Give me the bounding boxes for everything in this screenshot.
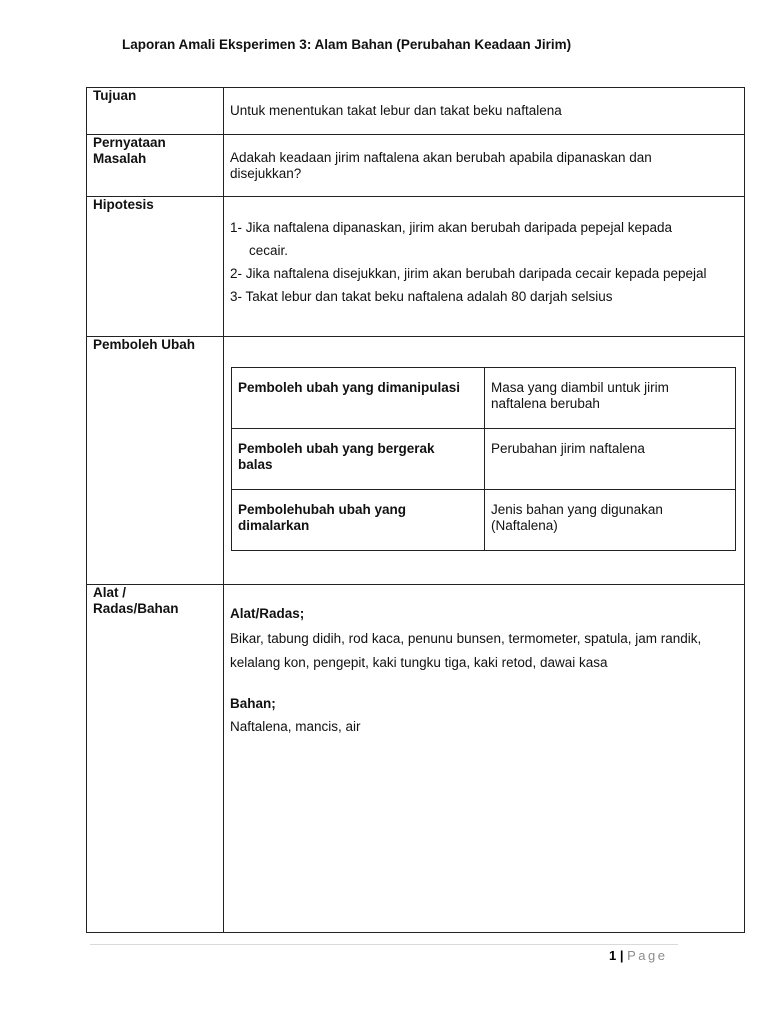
content-tujuan: Untuk menentukan takat lebur dan takat beku naftalena [230, 103, 562, 118]
page-number: 1 [609, 948, 617, 963]
radas-list-line2: kelalang kon, pengepit, kaki tungku tiga, kaki retod, dawai kasa [230, 654, 608, 670]
bahan-heading: Bahan; [230, 696, 276, 711]
document-title: Laporan Amali Eksperimen 3: Alam Bahan (Perubahan Keadaan Jirim) [122, 37, 572, 52]
label-cell-pemboleh-ubah [87, 337, 224, 585]
bahan-list: Naftalena, mancis, air [230, 719, 361, 734]
variable-name-cell [232, 368, 485, 429]
label-hipotesis: Hipotesis [93, 197, 154, 212]
label-cell-alat [87, 585, 224, 933]
variable-row [232, 368, 736, 429]
variable-value-cell [485, 368, 736, 429]
variable-name-cell [232, 429, 485, 490]
variable-name-cont: dimalarkan [238, 518, 310, 533]
label-alat-line1: Alat / [93, 585, 127, 600]
label-pernyataan-line2: Masalah [93, 151, 147, 166]
page-word: Page [627, 948, 668, 963]
content-pernyataan-line1: Adakah keadaan jirim naftalena akan berubah apabila dipanaskan dan [230, 150, 652, 165]
variable-value-cont: naftalena berubah [491, 396, 600, 411]
page-footer [609, 948, 668, 963]
row-pemboleh-ubah [87, 337, 745, 585]
content-cell-alat [224, 585, 745, 933]
variable-value: Masa yang diambil untuk jirim [491, 380, 669, 395]
row-alat-radas-bahan [87, 585, 745, 933]
row-tujuan [87, 88, 745, 135]
label-cell-hipotesis [87, 197, 224, 337]
label-alat-line2: Radas/Bahan [93, 601, 179, 616]
hipotesis-1: 1- Jika naftalena dipanaskan, jirim akan berubah daripada pepejal kepada [230, 220, 673, 235]
variables-table [231, 367, 736, 551]
variable-value-cell [485, 490, 736, 551]
content-cell-hipotesis [224, 197, 745, 337]
footer-divider [90, 944, 678, 945]
experiment-report-table [86, 87, 745, 933]
variable-value-cell [485, 429, 736, 490]
row-pernyataan-masalah [87, 135, 745, 197]
hipotesis-2: 2- Jika naftalena disejukkan, jirim akan berubah daripada cecair kepada pepejal [230, 266, 707, 281]
variable-name: Pemboleh ubah yang dimanipulasi [238, 380, 461, 395]
variable-value-cont: (Naftalena) [491, 518, 558, 533]
variable-name-cont: balas [238, 457, 273, 472]
label-pernyataan-line1: Pernyataan [93, 135, 166, 150]
variable-value: Jenis bahan yang digunakan [491, 502, 663, 517]
hipotesis-3: 3- Takat lebur dan takat beku naftalena adalah 80 darjah selsius [230, 289, 613, 304]
content-cell-pemboleh-ubah [224, 337, 745, 585]
label-tujuan: Tujuan [93, 88, 137, 103]
content-cell-pernyataan [224, 135, 745, 197]
hipotesis-1-continued: cecair. [249, 243, 289, 258]
label-cell-tujuan [87, 88, 224, 135]
radas-list-line1: Bikar, tabung didih, rod kaca, penunu bunsen, termometer, spatula, jam randik, [230, 631, 702, 646]
row-hipotesis [87, 197, 745, 337]
variable-row [232, 490, 736, 551]
variable-name-cell [232, 490, 485, 551]
radas-heading: Alat/Radas; [230, 606, 305, 621]
page-separator: | [619, 948, 624, 963]
content-cell-tujuan [224, 88, 745, 135]
variable-name: Pembolehubah ubah yang [238, 502, 407, 517]
label-pemboleh-ubah: Pemboleh Ubah [93, 337, 196, 352]
label-cell-pernyataan [87, 135, 224, 197]
content-pernyataan-line2: disejukkan? [230, 166, 302, 181]
variable-name: Pemboleh ubah yang bergerak [238, 441, 435, 456]
variable-row [232, 429, 736, 490]
variable-value: Perubahan jirim naftalena [491, 441, 645, 456]
